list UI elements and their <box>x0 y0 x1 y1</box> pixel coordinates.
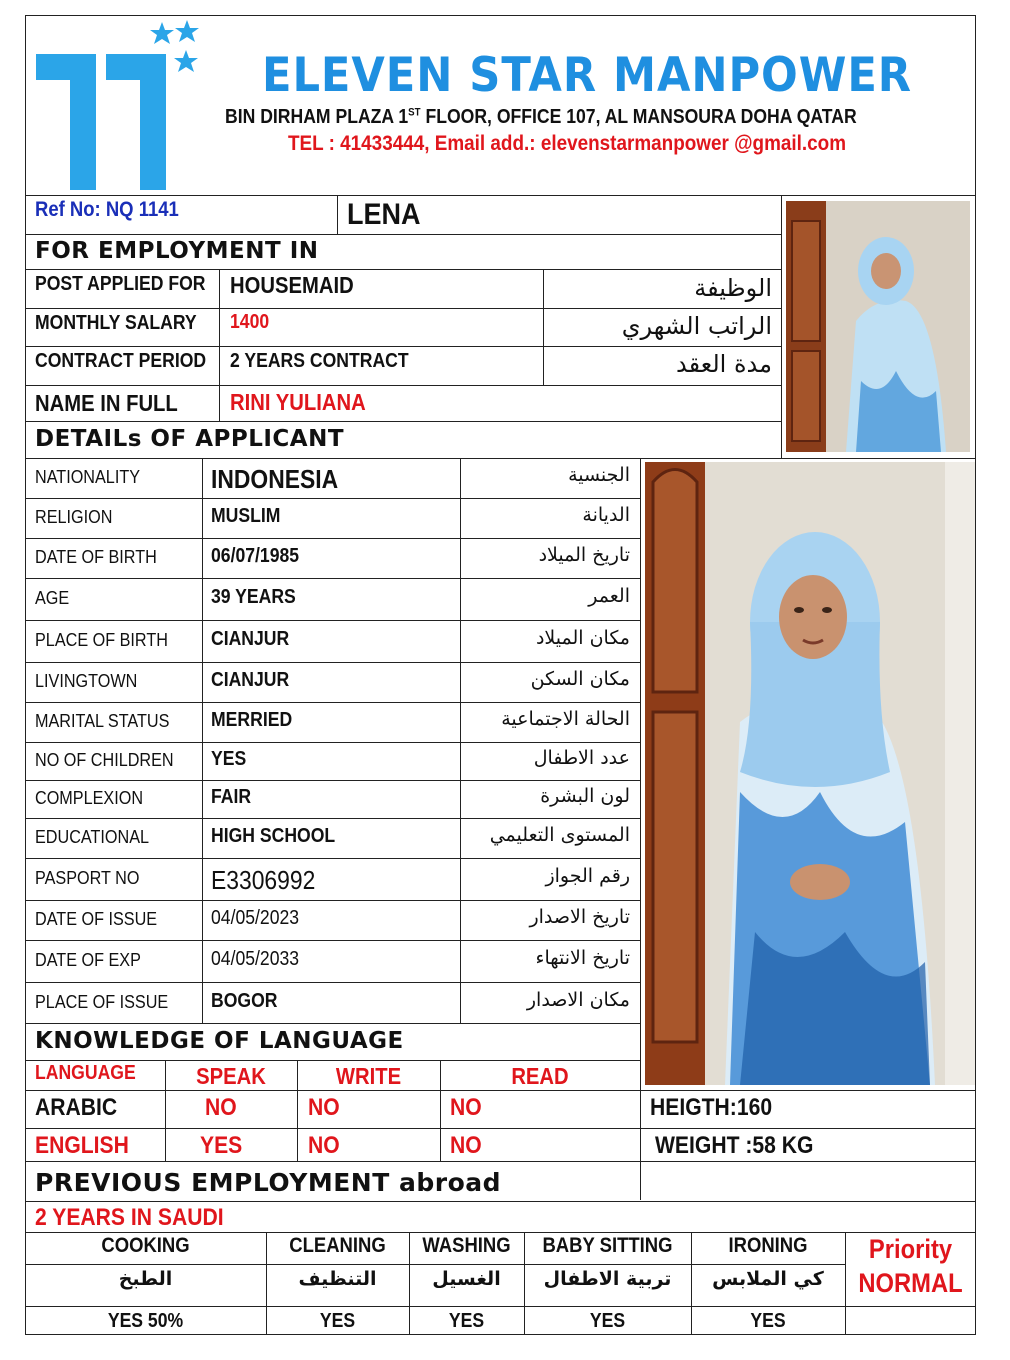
date-of-birth-arabic: تاريخ الميلاد <box>538 544 630 566</box>
nationality-label: NATIONALITY <box>35 467 141 487</box>
english-read: NO <box>450 1132 482 1159</box>
skill-babysitting-label: BABY SITTING <box>542 1234 673 1257</box>
pasport-no-arabic: رقم الجواز <box>545 865 630 887</box>
marital-status-arabic: الحالة الاجتماعية <box>501 708 630 730</box>
skill-cleaning-label: CLEANING <box>289 1234 386 1257</box>
skill-cooking-value: YES 50% <box>107 1310 184 1332</box>
place-of-issue-arabic: مكان الاصدار <box>526 988 630 1011</box>
employment-heading: FOR EMPLOYMENT IN <box>35 238 319 264</box>
post-applied-value: HOUSEMAID <box>230 272 354 298</box>
language-arabic: ARABIC <box>35 1094 118 1121</box>
age-arabic: العمر <box>588 585 630 607</box>
address-sup: ST <box>408 106 421 119</box>
company-name: ELEVEN STAR MANPOWER <box>262 48 913 103</box>
logo-one-right <box>106 54 166 190</box>
skill-cleaning-arabic: التنظيف <box>298 1268 377 1290</box>
date-of-exp-arabic: تاريخ الانتهاء <box>535 947 630 969</box>
complexion-arabic: لون البشرة <box>540 785 630 807</box>
language-english: ENGLISH <box>35 1132 129 1159</box>
english-write: NO <box>308 1132 340 1159</box>
contract-period-label: CONTRACT PERIOD <box>35 350 207 372</box>
applicant-nickname: LENA <box>347 198 421 231</box>
skill-cleaning-value: YES <box>319 1310 356 1332</box>
english-speak: YES <box>200 1132 243 1159</box>
company-contact: TEL : 41433444, Email add.: elevenstarmanpower @gmail.com <box>288 132 847 155</box>
arabic-write: NO <box>308 1094 340 1121</box>
address-rest: FLOOR, OFFICE 107, AL MANSOURA DOHA QATAR <box>420 106 857 128</box>
contract-period-value: 2 YEARS CONTRACT <box>230 350 409 372</box>
place-of-issue-label: PLACE OF ISSUE <box>35 991 169 1012</box>
religion-value: MUSLIM <box>211 505 281 527</box>
no-of-children-value: YES <box>211 748 247 770</box>
logo-star-icon <box>175 20 199 42</box>
complexion-value: FAIR <box>211 786 252 808</box>
skill-washing-label: WASHING <box>422 1234 511 1257</box>
weight-value: WEIGHT :58 KG <box>655 1132 814 1159</box>
monthly-salary-value: 1400 <box>230 311 270 333</box>
place-of-birth-value: CIANJUR <box>211 628 290 650</box>
post-applied-arabic: الوظيفة <box>694 274 772 302</box>
skill-washing-arabic: الغسيل <box>432 1268 501 1290</box>
post-applied-label: POST APPLIED FOR <box>35 273 206 295</box>
language-heading: KNOWLEDGE OF LANGUAGE <box>35 1028 404 1054</box>
full-name-value: RINI YULIANA <box>230 389 366 415</box>
livingtown-value: CIANJUR <box>211 669 290 691</box>
date-of-issue-value: 04/05/2023 <box>211 907 300 929</box>
arabic-read: NO <box>450 1094 482 1121</box>
pasport-no-value: E3306992 <box>211 865 316 895</box>
ref-number: Ref No: NQ 1141 <box>35 198 179 221</box>
educational-label: EDUCATIONAL <box>35 827 150 847</box>
religion-arabic: الديانة <box>582 504 630 526</box>
details-heading: DETAILs OF APPLICANT <box>35 426 345 452</box>
skill-cooking-label: COOKING <box>101 1234 190 1257</box>
company-logo <box>34 18 204 198</box>
place-of-birth-arabic: مكان الميلاد <box>535 627 630 649</box>
no-of-children-arabic: عدد الاطفال <box>533 747 630 769</box>
height-value: HEIGTH:160 <box>650 1094 773 1121</box>
date-of-issue-label: DATE OF ISSUE <box>35 909 158 929</box>
marital-status-value: MERRIED <box>211 709 293 731</box>
logo-star-icon <box>150 22 174 44</box>
skill-babysitting-value: YES <box>589 1310 626 1332</box>
age-value: 39 YEARS <box>211 586 296 608</box>
skill-washing-value: YES <box>448 1310 485 1332</box>
read-col-header: READ <box>511 1063 569 1089</box>
religion-label: RELIGION <box>35 507 113 527</box>
skill-cooking-arabic: الطبخ <box>118 1268 173 1290</box>
monthly-salary-arabic: الراتب الشهري <box>621 312 772 340</box>
full-name-label: NAME IN FULL <box>35 390 178 416</box>
language-col-header: LANGUAGE <box>35 1062 136 1084</box>
date-of-exp-label: DATE OF EXP <box>35 950 141 970</box>
no-of-children-label: NO OF CHILDREN <box>35 750 174 770</box>
nationality-arabic: الجنسية <box>568 464 630 486</box>
livingtown-label: LIVINGTOWN <box>35 671 138 691</box>
skill-ironing-value: YES <box>750 1310 786 1332</box>
educational-arabic: المستوى التعليمي <box>489 824 630 846</box>
priority-value: NORMAL <box>858 1268 963 1298</box>
nationality-value: INDONESIA <box>211 464 339 494</box>
marital-status-label: MARITAL STATUS <box>35 711 170 731</box>
applicant-photo-large <box>645 462 975 1085</box>
skill-ironing-label: IRONING <box>728 1234 808 1257</box>
date-of-birth-value: 06/07/1985 <box>211 545 300 567</box>
skill-ironing-arabic: كي الملابس <box>712 1268 824 1290</box>
previous-employment-value: 2 YEARS IN SAUDI <box>35 1204 224 1231</box>
skill-babysitting-arabic: تربية الاطفال <box>543 1268 672 1290</box>
contract-period-arabic: مدة العقد <box>676 350 772 378</box>
arabic-speak: NO <box>205 1094 237 1121</box>
livingtown-arabic: مكان السكن <box>530 668 630 690</box>
date-of-birth-label: DATE OF BIRTH <box>35 547 157 567</box>
speak-col-header: SPEAK <box>196 1063 266 1089</box>
place-of-birth-label: PLACE OF BIRTH <box>35 630 168 650</box>
age-label: AGE <box>35 588 70 608</box>
place-of-issue-value: BOGOR <box>211 989 278 1012</box>
pasport-no-label: PASPORT NO <box>35 868 140 888</box>
company-address <box>225 106 857 129</box>
educational-value: HIGH SCHOOL <box>211 825 336 847</box>
date-of-exp-value: 04/05/2033 <box>211 948 300 970</box>
write-col-header: WRITE <box>335 1063 402 1089</box>
address-main: BIN DIRHAM PLAZA 1 <box>225 106 409 128</box>
date-of-issue-arabic: تاريخ الاصدار <box>529 906 630 928</box>
monthly-salary-label: MONTHLY SALARY <box>35 312 197 334</box>
priority-label: Priority <box>868 1234 953 1264</box>
logo-star-icon <box>174 50 198 72</box>
previous-employment-heading: PREVIOUS EMPLOYMENT abroad <box>35 1168 502 1197</box>
applicant-photo-small <box>786 201 970 452</box>
logo-one-left <box>36 54 96 190</box>
complexion-label: COMPLEXION <box>35 788 144 808</box>
